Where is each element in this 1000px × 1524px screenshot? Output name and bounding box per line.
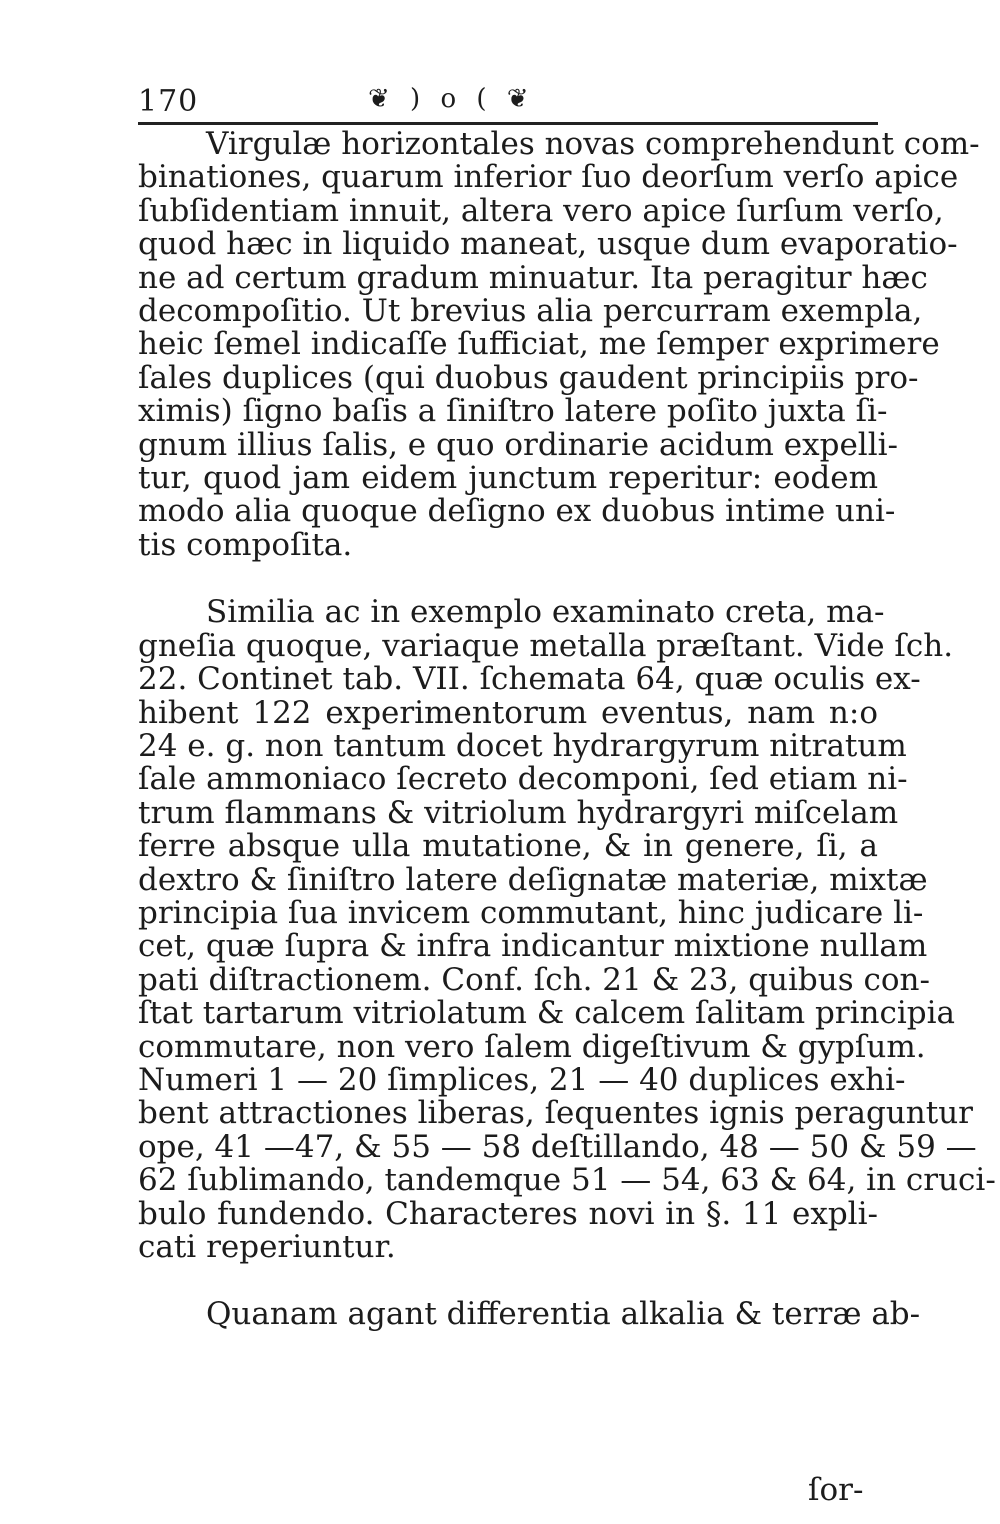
text-line: trum flammans & vitriolum hydrargyri miſcelam xyxy=(138,794,899,831)
paragraph-gap xyxy=(138,562,878,596)
text-line: ferre absque ulla mutatione, & in genere, ſi, a xyxy=(138,828,878,865)
catchword: ſor- xyxy=(808,1472,864,1508)
text-line: cati reperiuntur. xyxy=(138,1229,396,1265)
page-header xyxy=(136,78,876,118)
text-line: binationes, quarum inferior ſuo deorſum verſo apice xyxy=(138,159,959,196)
text-line: 22. Continet tab. VII. ſchemata 64, quæ oculis ex- xyxy=(138,661,921,698)
text-line: heic ſemel indicaſſe ſufficiat, me ſemper exprimere xyxy=(138,326,940,363)
text-line: ximis) ſigno baſis a ſiniſtro latere poſito juxta ſi- xyxy=(138,393,888,430)
text-line: 62 ſublimando, tandemque 51 — 54, 63 & 64, in cruci- xyxy=(138,1162,996,1199)
text-line: ope, 41 —47, & 55 — 58 deſtillando, 48 — 50 & 59 — xyxy=(138,1128,977,1165)
text-line: Numeri 1 — 20 ſimplices, 21 — 40 duplices exhi- xyxy=(138,1061,906,1098)
text-line: Similia ac in exemplo examinato creta, ma- xyxy=(206,594,885,631)
page-number: 170 xyxy=(138,84,199,119)
text-line: bent attractiones liberas, ſequentes ignis peraguntur xyxy=(138,1095,973,1132)
text-line: cet, quæ ſupra & infra indicantur mixtione nullam xyxy=(138,928,928,965)
text-line: hibent 122 experimentorum eventus, nam n:o xyxy=(138,694,878,731)
paragraph-gap xyxy=(138,1264,878,1298)
header-ornament: ❦ ) o ( ❦ xyxy=(368,84,535,114)
text-line: modo alia quoque deſigno ex duobus intime uni- xyxy=(138,493,896,530)
text-line: tis compoſita. xyxy=(138,526,353,563)
paragraph-3 xyxy=(138,1296,921,1333)
text-line: decompoſitio. Ut brevius alia percurram exempla, xyxy=(138,293,923,330)
text-line: bulo fundendo. Characteres novi in §. 11 expli- xyxy=(138,1195,878,1232)
text-line: ſtat tartarum vitriolatum & calcem ſalitam principia xyxy=(138,995,956,1032)
text-line: pati diſtractionem. Conf. ſch. 21 & 23, quibus con- xyxy=(138,961,930,998)
text-line: Quanam agant differentia alkalia & terræ ab- xyxy=(206,1296,921,1333)
text-line: ſubſidentiam innuit, altera vero apice ſurſum verſo, xyxy=(138,192,944,229)
text-line: gnum illius ſalis, e quo ordinarie acidum expelli- xyxy=(138,426,899,463)
text-line: principia ſua invicem commutant, hinc judicare li- xyxy=(138,894,924,931)
text-line: ne ad certum gradum minuatur. Ita peragitur hæc xyxy=(138,259,928,296)
body-text xyxy=(138,126,996,1333)
paragraph-1 xyxy=(138,126,980,563)
text-line: Virgulæ horizontales novas comprehendunt com- xyxy=(206,126,980,162)
paragraph-2 xyxy=(138,594,996,1265)
text-line: ſale ammoniaco ſecreto decomponi, ſed etiam ni- xyxy=(138,761,908,798)
header-rule xyxy=(138,122,878,125)
text-line: commutare, non vero ſalem digeſtivum & gypſum. xyxy=(138,1028,926,1065)
text-line: gneſia quoque, variaque metalla præſtant. Vide ſch. xyxy=(138,627,954,664)
text-line: tur, quod jam eidem junctum reperitur: eodem xyxy=(138,460,878,497)
text-line: quod hæc in liquido maneat, usque dum evaporatio- xyxy=(138,226,958,263)
text-line: dextro & ſiniſtro latere deſignatæ materiæ, mixtæ xyxy=(138,861,928,898)
text-line: ſales duplices (qui duobus gaudent principiis pro- xyxy=(138,359,919,396)
text-line: 24 e. g. non tantum docet hydrargyrum nitratum xyxy=(138,727,907,764)
